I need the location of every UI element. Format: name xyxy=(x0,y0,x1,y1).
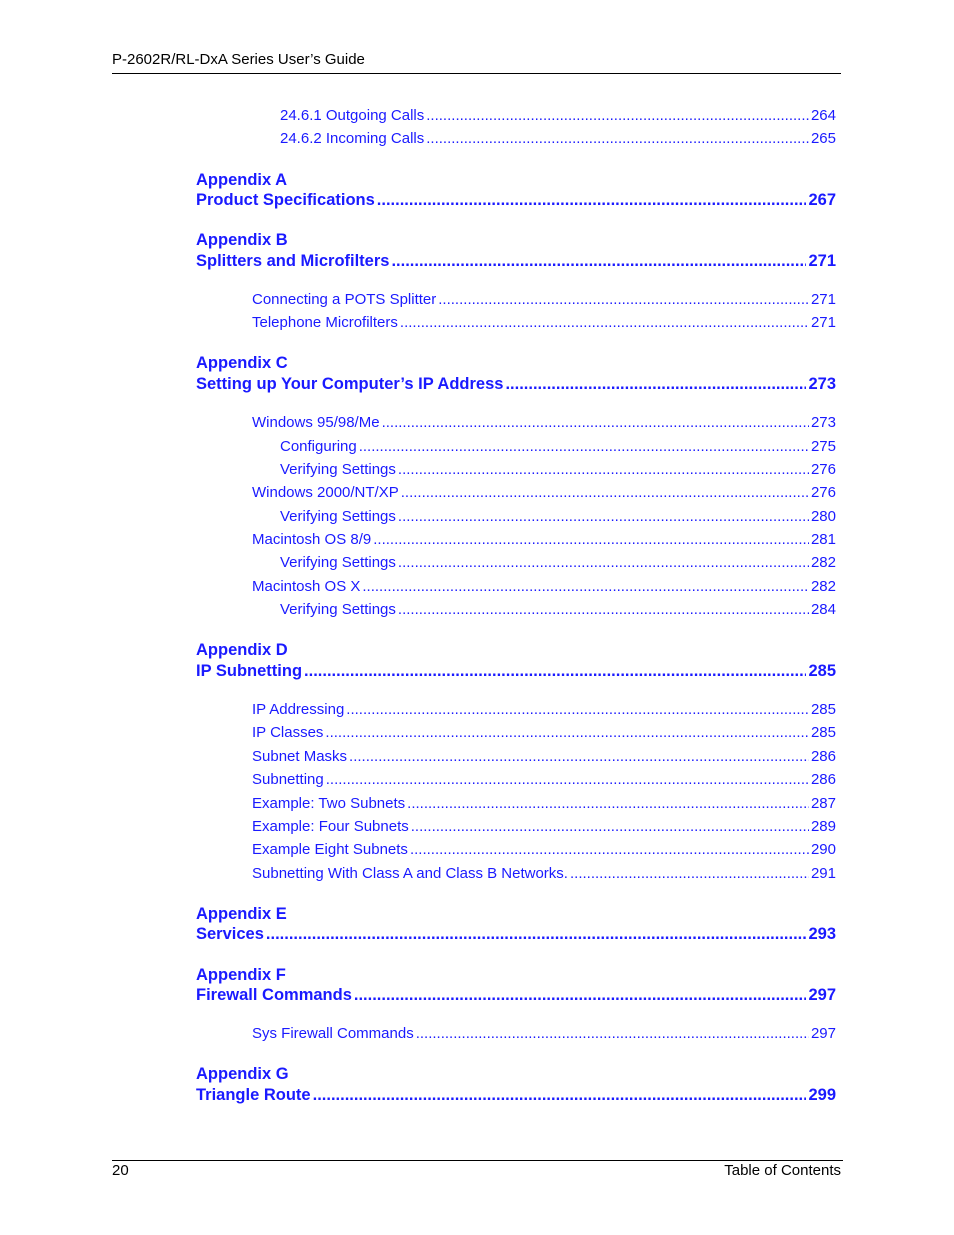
toc-entry-four-subnets[interactable] xyxy=(252,817,836,837)
leader-dots xyxy=(346,700,809,720)
appendix-c-heading[interactable]: Appendix C xyxy=(196,354,288,372)
toc-entry-page: 287 xyxy=(810,795,836,812)
toc-entry-title: Macintosh OS X xyxy=(252,578,361,595)
leader-dots xyxy=(325,723,809,743)
leader-dots xyxy=(359,437,809,457)
toc-entry-page: 285 xyxy=(810,701,836,718)
leader-dots xyxy=(373,530,809,550)
toc-entry-subnetting[interactable] xyxy=(252,770,836,790)
header-title: P-2602R/RL-DxA Series User’s Guide xyxy=(112,51,365,68)
toc-entry-page: 299 xyxy=(808,1086,836,1104)
appendix-e-heading[interactable]: Appendix E xyxy=(196,905,287,923)
toc-entry-page: 280 xyxy=(810,508,836,525)
toc-entry-page: 271 xyxy=(808,252,836,270)
leader-dots xyxy=(438,290,809,310)
toc-entry-page: 276 xyxy=(810,484,836,501)
toc-entry-title: IP Subnetting xyxy=(196,662,303,680)
leader-dots xyxy=(400,313,809,333)
toc-entry-outgoing-calls[interactable] xyxy=(280,106,836,126)
toc-entry-computer-ip[interactable] xyxy=(196,373,836,395)
toc-entry-pots-splitter[interactable] xyxy=(252,290,836,310)
leader-dots xyxy=(398,460,809,480)
leader-dots xyxy=(382,413,809,433)
toc-entry-page: 293 xyxy=(808,925,836,943)
toc-entry-title: Example Eight Subnets xyxy=(252,841,408,858)
toc-entry-incoming-calls[interactable] xyxy=(280,129,836,149)
toc-entry-product-specifications[interactable] xyxy=(196,189,836,211)
toc-entry-title: Windows 2000/NT/XP xyxy=(252,484,399,501)
toc-entry-title: Verifying Settings xyxy=(280,461,396,478)
toc-entry-title: Product Specifications xyxy=(196,191,375,209)
toc-entry-title: Firewall Commands xyxy=(196,986,352,1004)
toc-entry-page: 282 xyxy=(810,554,836,571)
leader-dots xyxy=(349,747,809,767)
leader-dots xyxy=(401,483,809,503)
leader-dots xyxy=(411,817,809,837)
footer-page-number: 20 xyxy=(112,1162,129,1179)
toc-entry-windows-95[interactable] xyxy=(252,413,836,433)
leader-dots xyxy=(326,770,809,790)
toc-entry-page: 264 xyxy=(810,107,836,124)
toc-entry-title: Verifying Settings xyxy=(280,508,396,525)
toc-entry-page: 273 xyxy=(808,375,836,393)
toc-entry-verifying-settings[interactable] xyxy=(280,553,836,573)
toc-entry-title: Triangle Route xyxy=(196,1086,311,1104)
leader-dots xyxy=(505,373,806,395)
toc-entry-page: 273 xyxy=(810,414,836,431)
toc-entry-title: Configuring xyxy=(280,438,357,455)
header-rule xyxy=(112,73,841,74)
toc-entry-page: 285 xyxy=(808,662,836,680)
leader-dots xyxy=(407,794,809,814)
appendix-b-heading[interactable]: Appendix B xyxy=(196,231,288,249)
leader-dots xyxy=(398,600,809,620)
toc-entry-two-subnets[interactable] xyxy=(252,794,836,814)
toc-entry-title: Subnet Masks xyxy=(252,748,348,765)
toc-entry-page: 289 xyxy=(810,818,836,835)
toc-entry-subnet-masks[interactable] xyxy=(252,747,836,767)
leader-dots xyxy=(426,129,809,149)
toc-entry-title: IP Classes xyxy=(252,724,324,741)
toc-entry-page: 290 xyxy=(810,841,836,858)
toc-entry-title: Services xyxy=(196,925,264,943)
toc-entry-page: 297 xyxy=(808,986,836,1004)
toc-entry-title: Sys Firewall Commands xyxy=(252,1025,414,1042)
toc-entry-title: Telephone Microfilters xyxy=(252,314,398,331)
toc-entry-windows-2000[interactable] xyxy=(252,483,836,503)
toc-entry-eight-subnets[interactable] xyxy=(252,840,836,860)
toc-entry-configuring[interactable] xyxy=(280,437,836,457)
leader-dots xyxy=(377,189,807,211)
footer-section-title: Table of Contents xyxy=(724,1162,841,1179)
toc-entry-page: 267 xyxy=(808,191,836,209)
toc-entry-page: 271 xyxy=(810,291,836,308)
toc-entry-title: Example: Two Subnets xyxy=(252,795,406,812)
toc-entry-verifying-settings[interactable] xyxy=(280,460,836,480)
toc-entry-title: Subnetting xyxy=(252,771,324,788)
toc-entry-firewall-commands[interactable] xyxy=(196,984,836,1006)
toc-entry-page: 265 xyxy=(810,130,836,147)
toc-entry-page: 284 xyxy=(810,601,836,618)
toc-entry-services[interactable] xyxy=(196,923,836,945)
toc-entry-title: Setting up Your Computer’s IP Address xyxy=(196,375,504,393)
toc-entry-verifying-settings[interactable] xyxy=(280,507,836,527)
leader-dots xyxy=(391,250,806,272)
leader-dots xyxy=(398,507,809,527)
leader-dots xyxy=(570,864,809,884)
leader-dots xyxy=(354,984,807,1006)
leader-dots xyxy=(313,1084,807,1106)
toc-entry-title: Splitters and Microfilters xyxy=(196,252,390,270)
appendix-f-heading[interactable]: Appendix F xyxy=(196,966,286,984)
toc-entry-page: 276 xyxy=(810,461,836,478)
toc-entry-telephone-microfilters[interactable] xyxy=(252,313,836,333)
toc-entry-ip-addressing[interactable] xyxy=(252,700,836,720)
toc-entry-title: Macintosh OS 8/9 xyxy=(252,531,372,548)
toc-entry-class-a-b[interactable] xyxy=(252,864,836,884)
toc-entry-title: 24.6.1 Outgoing Calls xyxy=(280,107,425,124)
toc-entry-page: 285 xyxy=(810,724,836,741)
toc-entry-title: Example: Four Subnets xyxy=(252,818,409,835)
toc-entry-page: 286 xyxy=(810,748,836,765)
toc-entry-page: 271 xyxy=(810,314,836,331)
toc-entry-page: 282 xyxy=(810,578,836,595)
leader-dots xyxy=(416,1024,809,1044)
toc-entry-triangle-route[interactable] xyxy=(196,1084,836,1106)
toc-entry-title: Windows 95/98/Me xyxy=(252,414,380,431)
toc-entry-title: Connecting a POTS Splitter xyxy=(252,291,437,308)
toc-entry-page: 281 xyxy=(810,531,836,548)
appendix-a-heading[interactable]: Appendix A xyxy=(196,171,288,189)
toc-entry-macintosh-os-8-9[interactable] xyxy=(252,530,836,550)
footer-rule xyxy=(112,1160,843,1161)
leader-dots xyxy=(426,106,809,126)
toc-entry-page: 275 xyxy=(810,438,836,455)
toc-entry-page: 286 xyxy=(810,771,836,788)
toc-entry-splitters[interactable] xyxy=(196,250,836,272)
toc-entry-title: Verifying Settings xyxy=(280,554,396,571)
leader-dots xyxy=(362,577,809,597)
appendix-d-heading[interactable]: Appendix D xyxy=(196,641,288,659)
appendix-g-heading[interactable]: Appendix G xyxy=(196,1065,289,1083)
toc-entry-verifying-settings[interactable] xyxy=(280,600,836,620)
toc-entry-macintosh-os-x[interactable] xyxy=(252,577,836,597)
toc-entry-title: Subnetting With Class A and Class B Networks. xyxy=(252,865,568,882)
toc-entry-title: 24.6.2 Incoming Calls xyxy=(280,130,425,147)
toc-entry-page: 291 xyxy=(810,865,836,882)
leader-dots xyxy=(304,660,806,682)
toc-entry-title: IP Addressing xyxy=(252,701,345,718)
toc-entry-title: Verifying Settings xyxy=(280,601,396,618)
toc-entry-ip-classes[interactable] xyxy=(252,723,836,743)
toc-entry-ip-subnetting[interactable] xyxy=(196,660,836,682)
toc-entry-page: 297 xyxy=(810,1025,836,1042)
toc-entry-sys-firewall-commands[interactable] xyxy=(252,1024,836,1044)
leader-dots xyxy=(410,840,809,860)
leader-dots xyxy=(398,553,809,573)
leader-dots xyxy=(266,923,807,945)
